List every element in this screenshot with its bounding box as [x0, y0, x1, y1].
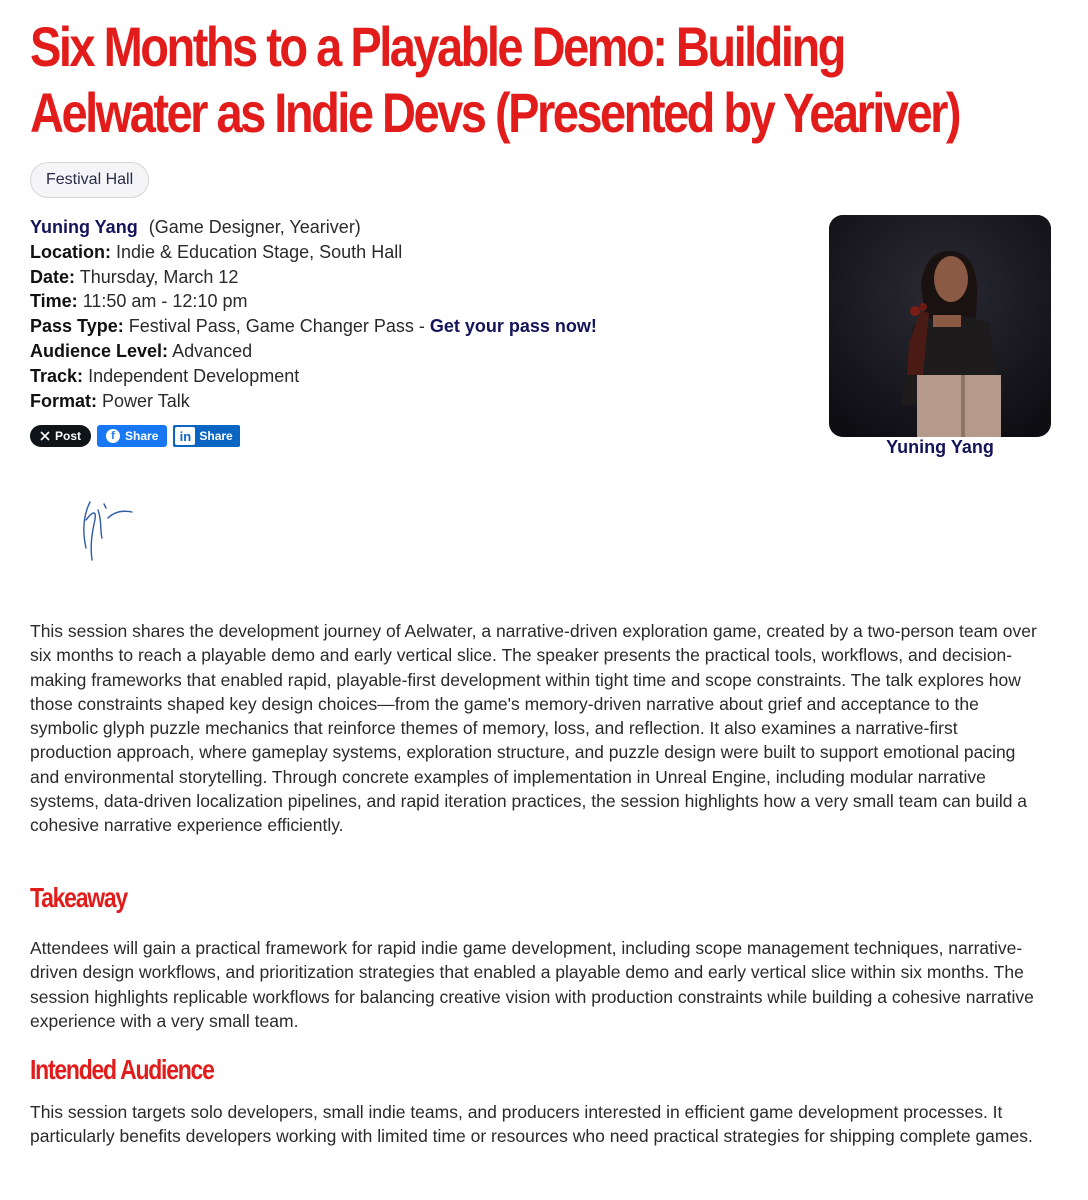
room-tag[interactable]: Festival Hall [30, 162, 149, 198]
speaker-photo [829, 215, 1051, 437]
pass-label: Pass Type: [30, 316, 124, 337]
linkedin-icon: in [175, 427, 195, 445]
speaker-row [30, 215, 597, 240]
location-label: Location: [30, 241, 111, 262]
takeaway-text: Attendees will gain a practical framework for rapid indie game development, including scope management techniques, narrative-driven design workflows, and prioritization strategies that enabled a playable demo and early vertical slice within six months. The session highlights replicable workflows for balancing creative vision with production constraints while building a cohesive narrative experience with a very small team. [30, 938, 1034, 1031]
format-label: Format: [30, 390, 97, 411]
signature-icon [72, 490, 142, 570]
takeaway-heading: Takeaway [30, 882, 127, 913]
date-value: Thursday, March 12 [79, 266, 239, 287]
intended-audience-heading: Intended Audience [30, 1054, 214, 1085]
x-post-button[interactable] [30, 425, 91, 447]
facebook-icon: f [106, 429, 120, 443]
speaker-link[interactable]: Yuning Yang [30, 217, 138, 237]
format-value: Power Talk [102, 390, 190, 411]
date-label: Date: [30, 266, 76, 287]
intended-audience-text: This session targets solo developers, small indie teams, and producers interested in efficient game development processes. It particularly benefits developers working with limited time or resources who need practical strategies for shipping complete games. [30, 1102, 1033, 1147]
get-pass-link[interactable]: Get your pass now! [429, 316, 597, 337]
speaker-role: (Game Designer, Yeariver) [148, 217, 361, 237]
track-label: Track: [30, 365, 84, 386]
location-row [30, 240, 597, 265]
linkedin-share-button[interactable] [173, 425, 239, 447]
facebook-share-label: Share [125, 429, 159, 443]
speaker-photo-caption[interactable]: Yuning Yang [886, 437, 994, 457]
time-row [30, 289, 597, 314]
format-row [30, 389, 597, 414]
audience-level-row [30, 339, 597, 364]
time-value: 11:50 am - 12:10 pm [82, 291, 248, 312]
session-description: This session shares the development journey of Aelwater, a narrative-driven exploration game, created by a two-person team over six months to reach a playable demo and early vertical slice. The speaker presents the practical tools, workflows, and decision-making frameworks that enabled rapid, playable-first development within tight time and scope constraints. The talk explores how those constraints shaped key design choices—from the game's memory-driven narrative about grief and acceptance to the symbolic glyph puzzle mechanics that reinforce themes of memory, loss, and reflection. It also examines a narrative-first production approach, where gameplay systems, exploration structure, and puzzle design were built to support emotional pacing and environmental storytelling. Through concrete examples of implementation in Unreal Engine, including modular narrative systems, data-driven localization pipelines, and rapid iteration practices, the session highlights how a very small team can build a cohesive narrative experience efficiently. [30, 621, 1037, 836]
time-label: Time: [30, 291, 78, 312]
page-title: Six Months to a Playable Demo: Building Aelwater as Indie Devs (Presented by Yeariver) [30, 15, 960, 144]
facebook-share-button[interactable] [97, 425, 167, 447]
track-row [30, 364, 597, 389]
linkedin-share-label: Share [199, 429, 233, 443]
x-logo-icon [40, 431, 50, 441]
pass-row [30, 314, 597, 339]
location-value: Indie & Education Stage, South Hall [116, 241, 403, 262]
date-row [30, 265, 597, 290]
share-buttons [30, 425, 240, 447]
track-value: Independent Development [88, 365, 300, 386]
speaker-photo-image [829, 215, 1051, 437]
pass-value: Festival Pass, Game Changer Pass - [128, 316, 430, 337]
audience-level-label: Audience Level: [30, 340, 169, 361]
audience-level-value: Advanced [172, 340, 253, 361]
session-details [30, 215, 597, 413]
x-post-label: Post [55, 429, 82, 443]
